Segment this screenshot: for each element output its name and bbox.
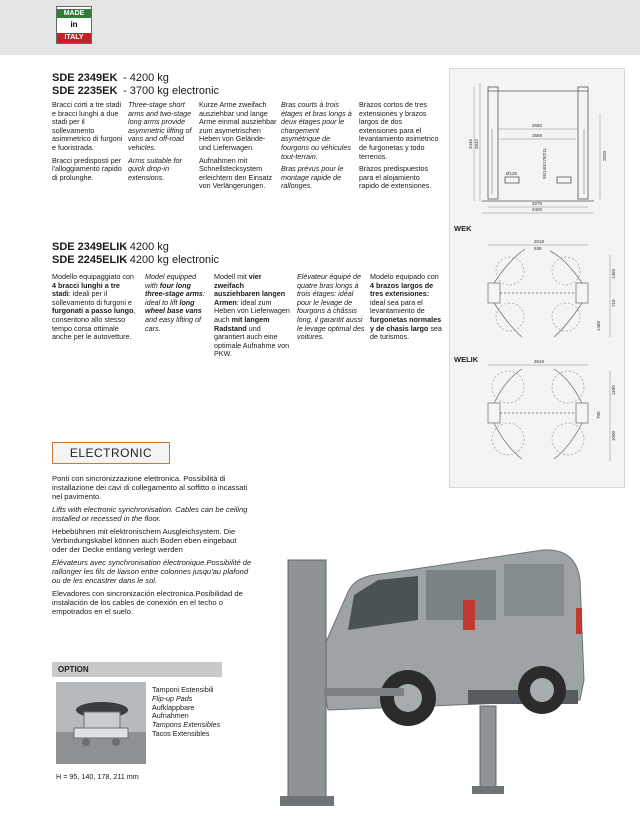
- logo-line2: in: [57, 20, 91, 31]
- product2-es-e: sea de turismos.: [370, 323, 442, 342]
- top-band: [0, 0, 640, 55]
- dim-heights: 95/140/178/211: [542, 148, 547, 179]
- product1-text-de: [199, 101, 277, 195]
- option-item-4: Tampons Extensibles: [152, 720, 221, 730]
- dim-2588: 2588: [532, 133, 543, 138]
- product1-text-fr: [281, 101, 355, 195]
- product1-text-en: [128, 101, 196, 186]
- made-in-italy-logo: [56, 6, 92, 44]
- flip-up-pad-photo: [56, 682, 146, 764]
- wek-dim-710: 710: [611, 299, 616, 307]
- electronic-de: Hebebühnen mit elektronischem Ausgleichsystem. Die Verbindungskabel können auch Boden eben eingebaut oder der Decke entlang verlegt werden: [52, 527, 237, 554]
- product2-text-en: [145, 273, 209, 333]
- product1-fr-p1: Bras courts à trois étages et bras longs à deux étages pour le chargement asymétrique de fourgons ou véhicules tout-terrain.: [281, 100, 352, 161]
- product2-en-d: long wheel base vans: [145, 297, 202, 316]
- product2-heading-2: [52, 254, 219, 267]
- electronic-fr: Elévateurs avec synchronisation électronique.Possibilité de rallonger les fils de liaison entre colonnes jusqu'au plafond ou de les encastrer dans le sol.: [52, 558, 252, 585]
- product2-en-a: Model equipped with: [145, 272, 197, 290]
- front-elevation-drawing: [474, 83, 600, 213]
- product1-text-it: [52, 101, 124, 186]
- product2-code-1: SDE 2349ELIK: [52, 241, 128, 253]
- lift-with-van-photo: [258, 520, 598, 810]
- product2-it-e: , consentono allo stesso tempo corsa ottimale anche per le autovetture.: [52, 306, 136, 342]
- wek-dim-1450: 1450: [611, 268, 616, 279]
- product1-code-2: SDE 2235EK: [52, 85, 118, 97]
- technical-drawings-panel: [449, 68, 625, 488]
- product1-es-p1: Brazos cortos de tres extensiones y brazos largos de dos extensiones para el levantamiento asimetrico de furgonetas y todo terrenos.: [359, 100, 439, 161]
- product2-text-de: [214, 273, 290, 359]
- welik-dim-2618: 2618: [534, 359, 545, 364]
- logo-line3: ITALY: [57, 33, 91, 43]
- dim-2650: 2650: [532, 123, 543, 128]
- technical-drawings: [450, 69, 626, 489]
- product1-it-p1: Bracci corti a tre stadi e bracci lunghi a due stadi per il sollevamento asimmetrico di furgoni e fuoristrada.: [52, 100, 123, 152]
- option-items: [152, 686, 224, 739]
- welik-dim-700: 700: [596, 411, 601, 419]
- wek-label: WEK: [454, 224, 472, 233]
- welik-dim-1000: 1000: [611, 430, 616, 441]
- product2-de-e: und garantiert auch eine optimale Aufnahme von PKW.: [214, 323, 290, 359]
- wek-dim-938: 938: [534, 246, 542, 251]
- product1-fr-p2: Bras prévus pour le montage rapide de rallonges.: [281, 164, 344, 191]
- product2-spec-2: - 4200 kg electronic: [123, 254, 220, 266]
- product2-code-2: SDE 2245ELIK: [52, 254, 128, 266]
- option-heights: H = 95, 140, 178, 211 mm: [56, 772, 139, 781]
- wek-dim-2618: 2618: [534, 239, 545, 244]
- dim-3400: 3400: [532, 207, 543, 212]
- product2-it-b: 4 bracci lunghi a tre stadi: [52, 280, 120, 299]
- product1-spec-1: - 4200 kg: [123, 72, 169, 84]
- product1-de-p1: Kurze Arme zweifach ausziehbar und lange Arme einmal ausziehbar zum asymetrischen Heben von Gelände-und Lieferwagen.: [199, 100, 277, 152]
- product2-text-fr: Elévateur équipé de quatre bras longs à trois étages: idéal pour le levage de fourgons à châssis long, il garantit aussi le levage optimal des voitures.: [297, 272, 365, 342]
- product1-text-es: [359, 101, 441, 195]
- product1-heading-1: [52, 72, 169, 85]
- welik-label: WELIK: [454, 355, 479, 364]
- product2-it-c: : ideali per il sollevamento di furgoni e: [52, 289, 132, 307]
- product1-es-p2: Brazos predispuestos para el alojamiento rapido de extensiones.: [359, 164, 432, 191]
- product2-de-b: vier zweifach ausziehbaren langen Armen: [214, 272, 286, 307]
- product2-text-it: [52, 273, 138, 342]
- product1-it-p2: Bracci predisposti per l'alloggiamento rapido di prolunghe.: [52, 155, 122, 182]
- product2-de-c: : ideal zum Heben von Lieferwagen auch: [214, 297, 290, 324]
- product1-de-p2: Aufnahmen mit Schnellstecksystem erleichtern den Einsatz von Verlängerungen.: [199, 155, 273, 191]
- product2-es-c: ideal sea para el levantamiento de: [370, 297, 425, 316]
- option-item-5: Tacos Extensibles: [152, 728, 210, 738]
- electronic-es: Elevadores con sincronización electronica.Posibilidad de instalación de los cables de conexión en el techo o empotrados en el suelo.: [52, 589, 243, 616]
- electronic-it: Ponti con sincronizzazione elettronica. Possibilità di installazione dei cavi di collegamento al soffitto o incassati nel pavimento.: [52, 474, 248, 501]
- option-panel: [52, 662, 222, 784]
- dim-125: Ø125: [506, 171, 518, 176]
- electronic-en: Lifts with electronic synchronisation. Cables can be ceiling installed or recessed in the floor.: [52, 505, 248, 523]
- dim-3275: 3275: [532, 201, 543, 206]
- product1-heading-2: [52, 85, 219, 98]
- dim-3832: 3832: [474, 138, 479, 149]
- logo-line1: MADE: [57, 9, 91, 18]
- electronic-description: [52, 474, 252, 620]
- product2-de-a: Modell mit: [214, 272, 249, 281]
- product1-en-p1: Three-stage short arms and two-stage long arms provide asymmetric lifting of vans and off-road vehicles.: [128, 100, 192, 152]
- product2-it-a: Modello equipaggiato con: [52, 272, 134, 281]
- product2-heading-1: [52, 241, 169, 254]
- product1-spec-2: - 3700 kg electronic: [123, 85, 220, 97]
- product1-code-1: SDE 2349EK: [52, 72, 118, 84]
- option-title: OPTION: [52, 662, 222, 677]
- electronic-title-box: [52, 442, 170, 464]
- wek-dim-1460: 1460: [596, 320, 601, 331]
- product2-en-b: four long three-stage arms: [145, 280, 203, 299]
- product2-text-es: [370, 273, 442, 342]
- option-item-3: Aufklappbare Aufnahmen: [152, 702, 195, 721]
- wek-top-view-drawing: [488, 245, 610, 337]
- product2-es-a: Modelo equipado con: [370, 272, 439, 281]
- product2-es-b: 4 brazos largos de tres extensiones:: [370, 280, 434, 299]
- option-item-1: Tamponi Estensibili: [152, 685, 214, 694]
- product1-en-p2: Arms suitable for quick drop-in extensions.: [128, 155, 182, 182]
- product2-en-c: : ideal to lift: [145, 289, 205, 307]
- product2-de-d: mit langem Radstand: [214, 314, 270, 333]
- dim-2020: 2020: [602, 150, 607, 161]
- welik-top-view-drawing: [488, 365, 610, 461]
- product2-it-d: furgonati a passo lungo: [52, 306, 134, 316]
- product2-es-d: furgonetas normales y de chasis largo: [370, 314, 442, 333]
- dim-3445: 3445: [468, 138, 473, 149]
- product2-spec-1: - 4200 kg: [123, 241, 169, 253]
- product2-en-e: and easy lifting of cars.: [145, 314, 201, 333]
- option-item-2: Flip-up Pads: [152, 693, 193, 703]
- electronic-title: ELECTRONIC: [69, 446, 153, 460]
- welik-dim-1100: 1100: [611, 385, 616, 395]
